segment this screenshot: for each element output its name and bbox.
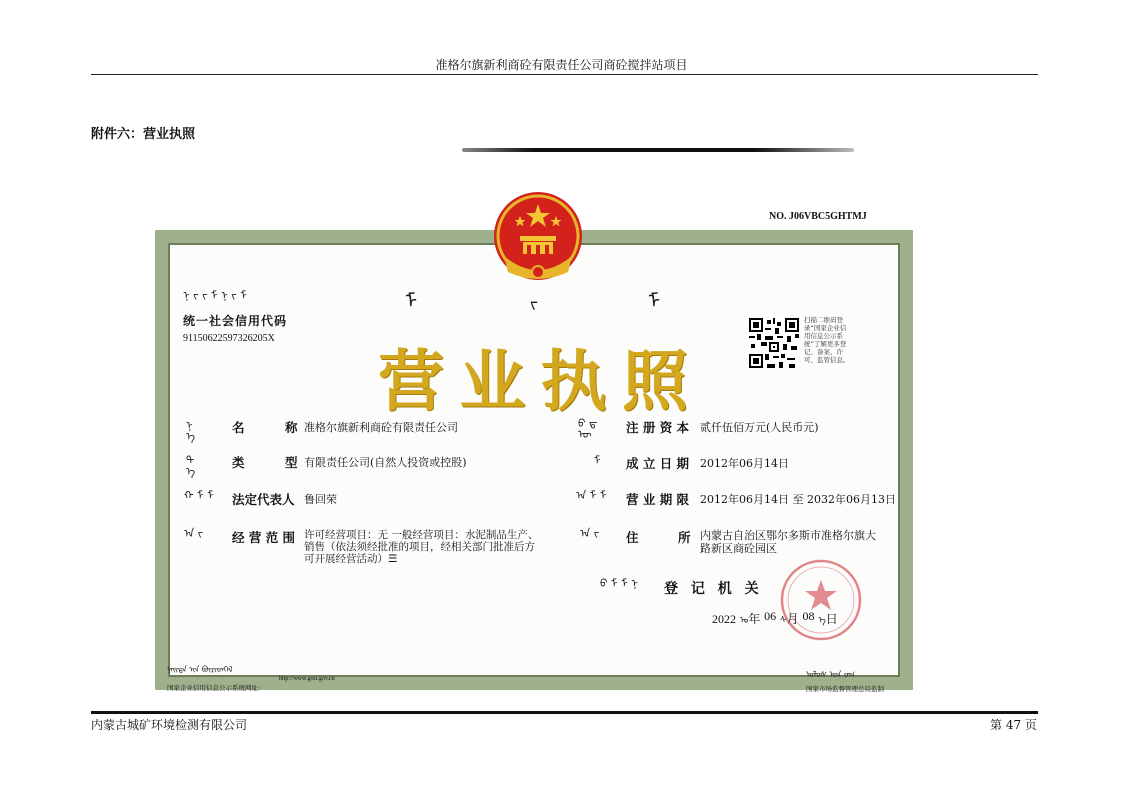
mongolian-script-decor: ᠮ — [594, 454, 601, 467]
official-seal-icon — [779, 558, 863, 642]
license-main-title — [378, 338, 688, 420]
header-rule — [91, 74, 1038, 75]
serial-number: NO. J06VBC5GHTMJ — [769, 211, 867, 222]
business-scope-label: 经 营 范 围 — [232, 530, 296, 545]
business-term-value: 2012年06月14日 至 2032年06月13日 — [700, 493, 896, 506]
title-char: 营 — [378, 342, 444, 420]
registered-capital-value: 贰仟伍佰万元(人民币元) — [700, 421, 819, 434]
qr-code-caption: 扫描二维码登录“国家企业信用信息公示系统”了解更多登记、备案、许可、监管信息。 — [804, 316, 850, 364]
mongolian-script-decor: ᠠ ᠮ ᠮ — [576, 489, 607, 502]
credit-code-value: 91150622597326205X — [183, 333, 275, 344]
footer-rule — [91, 711, 1038, 714]
mongolian-script-decor: ᠠ ᠵ — [580, 527, 600, 540]
registration-year: 2022 — [712, 612, 736, 626]
mongolian-script-decor: ᠨᠡᠢᠲᠡ ᠢᠨ ᠪᠦᠷᠢᠳᠭᠡᠯ — [167, 665, 233, 674]
mongolian-script-decor: ᠲ ᠡ — [186, 454, 196, 478]
registered-capital-label: 注 册 资 本 — [626, 420, 690, 435]
type-label: 型 — [285, 455, 298, 470]
mongolian-script-decor: ᠣ — [739, 616, 749, 626]
mongolian-script-decor: ᠪ ᠳ ᠦ — [578, 417, 598, 441]
system-name: 国家企业信用信息公示系统网址： — [167, 684, 265, 692]
day-unit: 日 — [825, 612, 838, 626]
document-header-title: 准格尔旗新利商砼有限责任公司商砼搅拌站项目 — [435, 58, 688, 72]
mongolian-script-decor: ᠠ ᠵ — [184, 527, 204, 540]
business-scope-value: 许可经营项目：无 一般经营项目：水泥制品生产、销售（依法须经批准的项目，经相关部门批准后方可开展经营活动）☰ — [304, 529, 539, 565]
address-value: 内蒙古自治区鄂尔多斯市准格尔旗大路新区商砼园区 — [700, 529, 876, 555]
website-url: http://www.gsxt.gov.cn — [279, 676, 335, 682]
credit-code-label: 统一社会信用代码 — [183, 314, 288, 328]
mongolian-script-decor: ᠮ — [405, 289, 418, 313]
mongolian-script-decor: ᠪ ᠮ ᠮ ᠨ — [600, 577, 638, 590]
legal-representative-value: 鲁回荣 — [304, 493, 337, 506]
address-label: 所 — [678, 530, 691, 545]
year-unit: 年 — [748, 612, 761, 626]
scan-edge-line — [462, 148, 854, 152]
title-char: 执 — [540, 342, 607, 420]
attachment-title: 附件六：营业执照 — [91, 127, 196, 142]
mongolian-script-decor: ᠨ ᠵ ᠵ ᠮ ᠨ ᠵ ᠮ — [183, 289, 247, 302]
registration-month: 06 — [764, 609, 777, 623]
type-label: 类 — [232, 455, 245, 470]
mongolian-script-decor: ᠨ ᠡ — [186, 419, 196, 443]
established-date-value: 2012年06月14日 — [700, 457, 789, 470]
title-char: 业 — [459, 342, 526, 420]
legal-representative-label: 法定代表人 — [232, 492, 295, 507]
qr-code-icon — [749, 318, 799, 368]
national-emblem-icon — [486, 186, 590, 290]
mongolian-script-decor: ᠬ ᠮ ᠮ — [184, 489, 214, 502]
registration-authority-label: 登 记 机 关 — [664, 581, 763, 597]
registration-date — [712, 610, 838, 627]
mongolian-script-decor: ᠮ — [648, 289, 661, 313]
mongolian-script-decor: ᠰ — [779, 616, 787, 626]
mongolian-script-decor: ᠵ — [530, 294, 538, 313]
registration-day: 08 — [802, 609, 815, 623]
address-label: 住 — [626, 530, 639, 545]
name-label: 称 — [285, 420, 298, 435]
footer-company: 内蒙古城矿环境检测有限公司 — [91, 718, 248, 732]
company-type-value: 有限责任公司(自然人投资或控股) — [304, 456, 467, 469]
mongolian-script-decor: ᠡ — [818, 616, 826, 626]
page-number: 第 47 页 — [990, 718, 1037, 732]
business-term-label: 营 业 期 限 — [626, 492, 690, 507]
title-char: 照 — [621, 342, 688, 420]
company-name-value: 准格尔旗新利商砼有限责任公司 — [304, 421, 458, 434]
mongolian-script-decor: ᠤᠯᠤᠰ ᠤᠨ ᠵᠠᠬ — [806, 670, 855, 679]
issuing-administration: 国家市场监督管理总局监制 — [806, 685, 884, 693]
established-date-label: 成 立 日 期 — [626, 456, 690, 471]
month-unit: 月 — [786, 612, 799, 626]
name-label: 名 — [232, 420, 245, 435]
